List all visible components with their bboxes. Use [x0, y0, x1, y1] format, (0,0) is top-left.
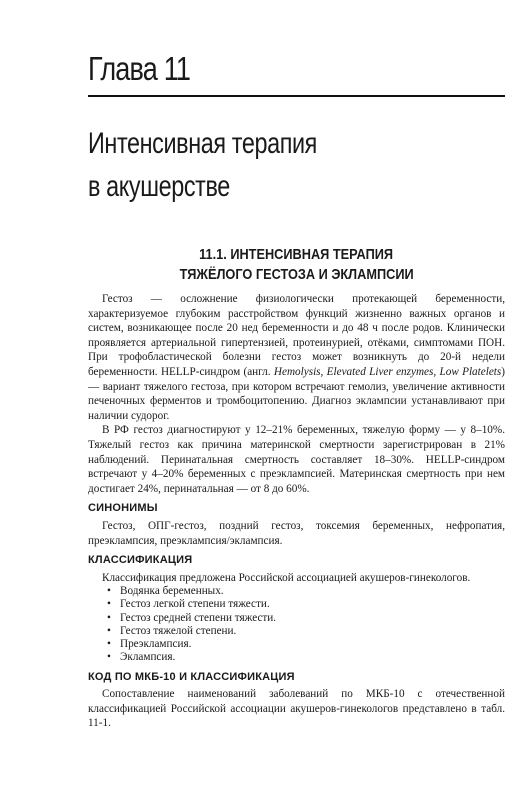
list-item: • Гестоз тяжелой степени.: [120, 625, 505, 638]
paragraph-definition-text: Гестоз — осложнение физиологически протекающей беременности, характеризуемое глубоким расстройством функций жизненно важных органов и систем, возникающее после 20 нед беременности и до 48 ч после родов. Клинически проявляется артериальной гипертензией, протеинурией, отёками, симптомами ПОН. При трофобластической болезни гестоз может возникнуть до 20-й недели беременности. HELLP-синдром (англ.: [88, 293, 505, 378]
chapter-heading: Глава 11: [88, 50, 191, 87]
section-body: [88, 292, 505, 731]
section-heading-line-1: 11.1. ИНТЕНСИВНАЯ ТЕРАПИЯ: [199, 246, 394, 263]
paragraph-icd-code: Сопоставление наименований заболеваний по МКБ-10 с отечественной классификацией Российской ассоциации акушеров-гинекологов представлено в табл. 11-1.: [88, 688, 505, 730]
list-item: • Гестоз легкой степени тяжести.: [120, 598, 505, 611]
chapter-title-line-2: в акушерстве: [88, 170, 230, 203]
heading-synonyms: СИНОНИМЫ: [88, 502, 158, 515]
section-heading-line-2: ТЯЖЁЛОГО ГЕСТОЗА И ЭКЛАМПСИИ: [179, 266, 414, 283]
list-item: • Эклампсия.: [120, 651, 505, 664]
chapter-title-line-1: Интенсивная терапия: [88, 127, 317, 160]
chapter-rule: [88, 95, 505, 97]
list-item: • Водянка беременных.: [120, 585, 505, 598]
heading-icd-code: КОД ПО МКБ-10 И КЛАССИФИКАЦИЯ: [88, 670, 295, 683]
section-heading: [88, 245, 505, 285]
heading-classification: КЛАССИФИКАЦИЯ: [88, 554, 193, 567]
list-item: • Преэклампсия.: [120, 638, 505, 651]
paragraph-definition: [88, 292, 505, 423]
paragraph-classification: Классификация предложена Российской ассоциацией акушеров-гинекологов.: [102, 571, 471, 584]
paragraph-synonyms: Гестоз, ОПГ-гестоз, поздний гестоз, токсемия беременных, нефропатия, преэклампсия, преэклампсия/эклампсия.: [88, 519, 505, 547]
paragraph-definition-text-end: ) — вариант тяжелого гестоза, при котором встречают гемолиз, увеличение активности печеночных ферментов и тромбоцитопению. Диагноз эклампсии устанавливают при наличии судорог.: [88, 365, 505, 422]
list-item: • Гестоз средней степени тяжести.: [120, 612, 505, 625]
hellp-expansion: Hemolysis, Elevated Liver enzymes, Low Platelets: [273, 365, 502, 378]
classification-list: [88, 585, 505, 664]
paragraph-epidemiology: В РФ гестоз диагностируют у 12–21% беременных, тяжелую форму — у 8–10%. Тяжелый гестоз как причина материнской смертности зарегистрирован в 21% наблюдений. Перинатальная смертность составляет 18–30%. HELLP-синдром встречают у 4–20% беременных с преэклампсией. Материнская смертность при нем достигает 24%, перинатальная — от 8 до 60%.: [88, 424, 505, 495]
chapter-title: [88, 122, 317, 208]
